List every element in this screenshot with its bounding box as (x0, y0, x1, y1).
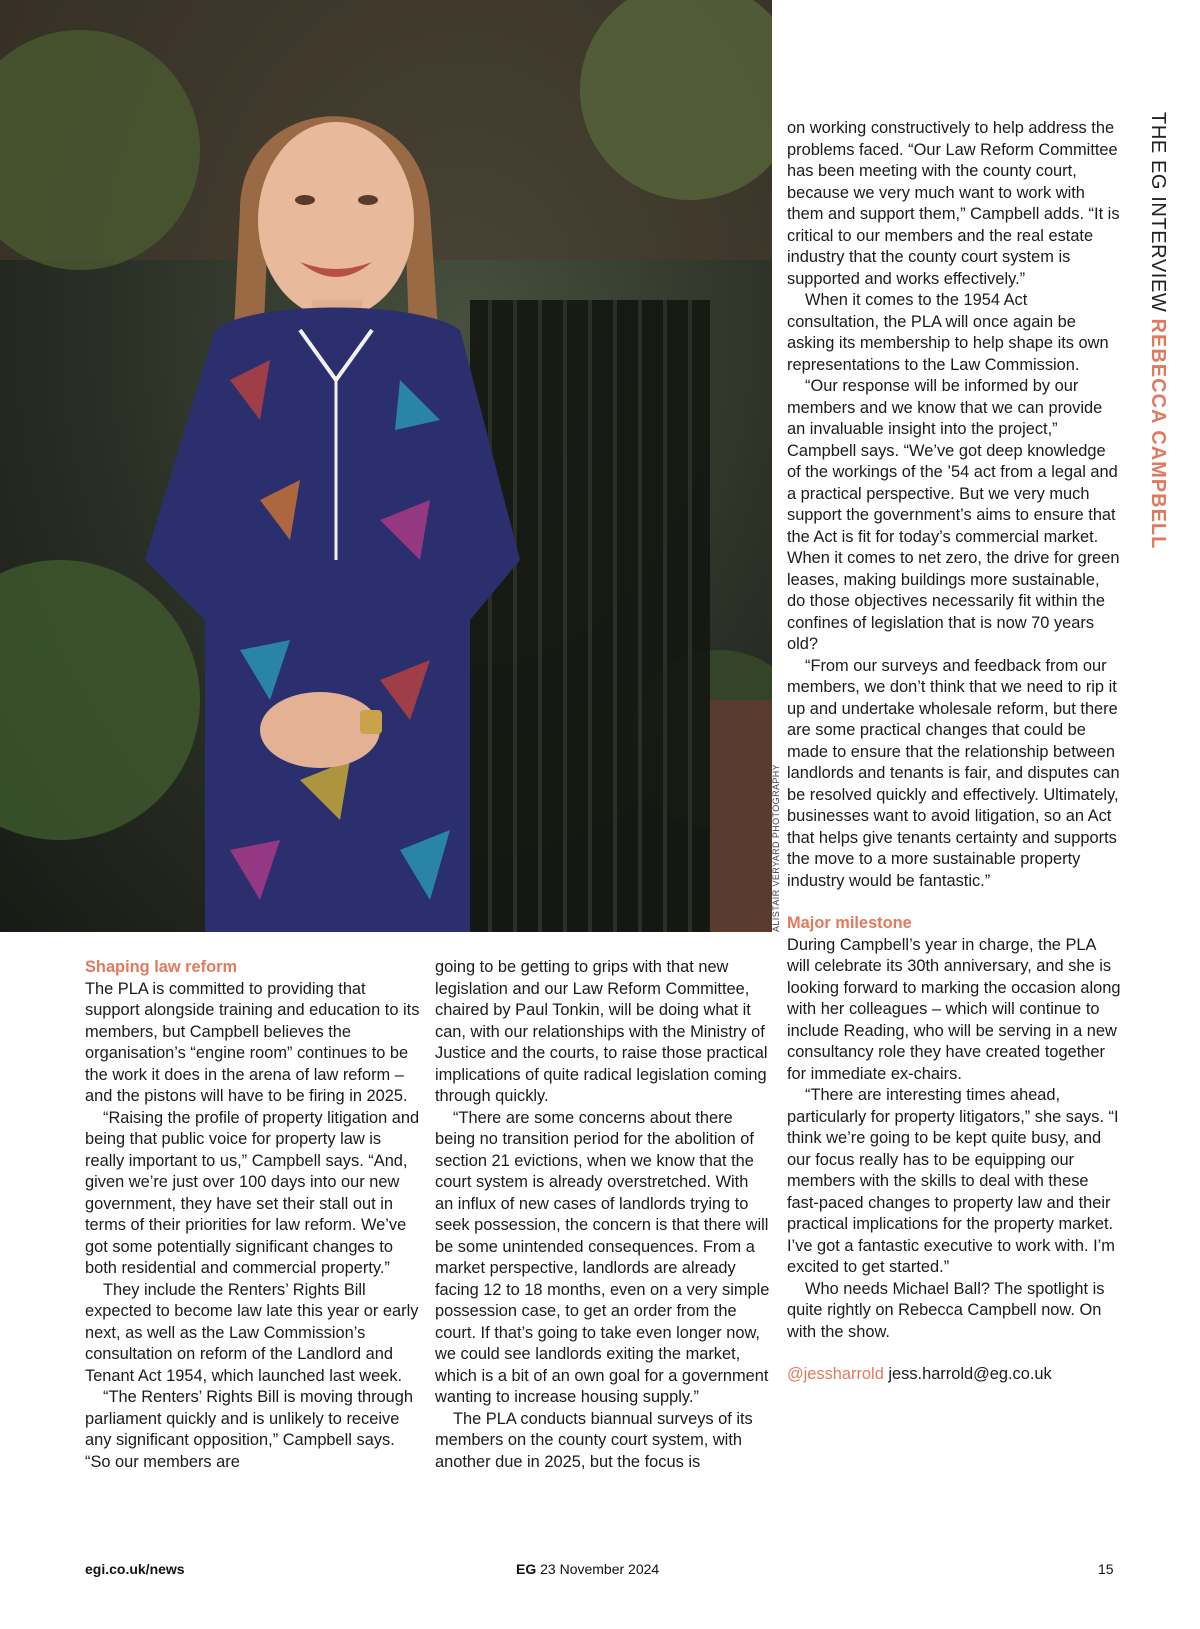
author-signature (787, 1364, 1122, 1386)
footer-date: 23 November 2024 (540, 1561, 660, 1577)
subheading-major-milestone: Major milestone (787, 914, 912, 932)
paragraph: “From our surveys and feedback from our members, we don’t think that we need to rip it up and undertake wholesale reform, but there are some practical changes that could be made to ensure that the relationship between landlords and tenants is fair, and disputes can be resolved quickly and effectively. Ultimately, businesses want to avoid litigation, so an Act that helps give tenants certainty and supports the move to a more sustainable property industry would be fantastic.” (787, 656, 1120, 890)
section-title (1146, 112, 1169, 552)
page-number: 15 (1098, 1561, 1114, 1577)
article-column-3 (787, 118, 1122, 1386)
portrait-illustration (0, 0, 772, 932)
paragraph: When it comes to the 1954 Act consultation, the PLA will once again be asking its membership to help shape its own representations to the Law Commission. (787, 291, 1109, 374)
photo-credit: ALISTAIR VERYARD PHOTOGRAPHY (771, 763, 781, 932)
footer-url[interactable]: egi.co.uk/news (85, 1561, 185, 1577)
paragraph: “The Renters’ Rights Bill is moving through parliament quickly and is unlikely to receive any significant opposition,” Campbell says. “So our members are (85, 1388, 414, 1471)
interviewee-name: REBECCA CAMPBELL (1147, 318, 1169, 550)
paragraph: “There are some concerns about there being no transition period for the abolition of section 21 evictions, when we know that the court system is already overstretched. With an influx of new cases of landlords trying to seek possession, the concern is that there will be some unintended consequences. From a market perspective, landlords are already facing 12 to 18 months, even on a very simple possession case, to get an order from the court. If that’s going to take even longer now, we could see landlords exiting the market, which is a bit of an own goal for a government wanting to increase housing supply.” (435, 1108, 770, 1406)
footer-brand: EG (516, 1561, 537, 1577)
paragraph: “Raising the profile of property litigation and being that public voice for property law is really important to us,” Campbell says. “And, given we’re just over 100 days into our new government, they have set their stall out in terms of their priorities for law reform. We’ve got some potentially significant changes to both residential and commercial property.” (85, 1108, 420, 1277)
spacer (787, 892, 1122, 913)
section-label: THE EG INTERVIEW (1147, 112, 1169, 313)
paragraph: The PLA conducts biannual surveys of its members on the county court system, with another due in 2025, but the focus is (435, 1409, 753, 1471)
paragraph: “There are interesting times ahead, particularly for property litigators,” she says. “I think we’re going to be kept quite busy, and our focus really has to be equipping our members with the skills to deal with these fast-paced changes to property law and their practical implications for the property market. I’ve got a fantastic executive to work with. I’m excited to get started.” (787, 1086, 1119, 1276)
cover-photo (0, 0, 772, 932)
author-twitter-link[interactable]: @jessharrold (787, 1365, 884, 1383)
paragraph: During Campbell’s year in charge, the PLA will celebrate its 30th anniversary, and she is looking forward to marking the occasion along with her colleagues – which will continue to include Reading, who will be serving in a new consultancy role they have created together for immediate ex-chairs. (787, 935, 1121, 1083)
paragraph: “Our response will be informed by our members and we know that we can provide an invaluable insight into the project,” Campbell says. “We’ve got deep knowledge of the workings of the ’54 act from a legal and a practical perspective. But we very much support the government’s aims to ensure that the Act is fit for today’s commercial market. When it comes to net zero, the drive for green leases, making buildings more sustainable, do those objectives necessarily fit within the confines of legislation that is now 70 years old? (787, 377, 1120, 653)
paragraph: on working constructively to help address the problems faced. “Our Law Reform Committee has been meeting with the county court, because we very much want to work with them and support them,” Campbell adds. “It is critical to our members and the real estate industry that the county court system is supported and works effectively.” (787, 119, 1120, 288)
paragraph: The PLA is committed to providing that support alongside training and education to its members, but Campbell believes the organisation’s “engine room” continues to be the work it does in the arena of law reform – and the pistons will have to be firing in 2025. (85, 979, 420, 1105)
article-column-2 (435, 957, 770, 1473)
footer-issue (516, 1561, 659, 1577)
subheading-shaping-law-reform: Shaping law reform (85, 958, 238, 976)
paragraph: going to be getting to grips with that new legislation and our Law Reform Committee, chaired by Paul Tonkin, will be doing what it can, with our relationships with the Ministry of Justice and the courts, to raise those practical implications of quite radical legislation coming through quickly. (435, 958, 768, 1105)
author-email-link[interactable]: jess.harrold@eg.co.uk (888, 1365, 1052, 1383)
paragraph: Who needs Michael Ball? The spotlight is quite rightly on Rebecca Campbell now. On with the show. (787, 1279, 1105, 1341)
article-column-1 (85, 957, 420, 1473)
paragraph: They include the Renters’ Rights Bill expected to become law late this year or early next, as well as the Law Commission’s consultation on reform of the Landlord and Tenant Act 1954, which launched last week. (85, 1280, 419, 1385)
